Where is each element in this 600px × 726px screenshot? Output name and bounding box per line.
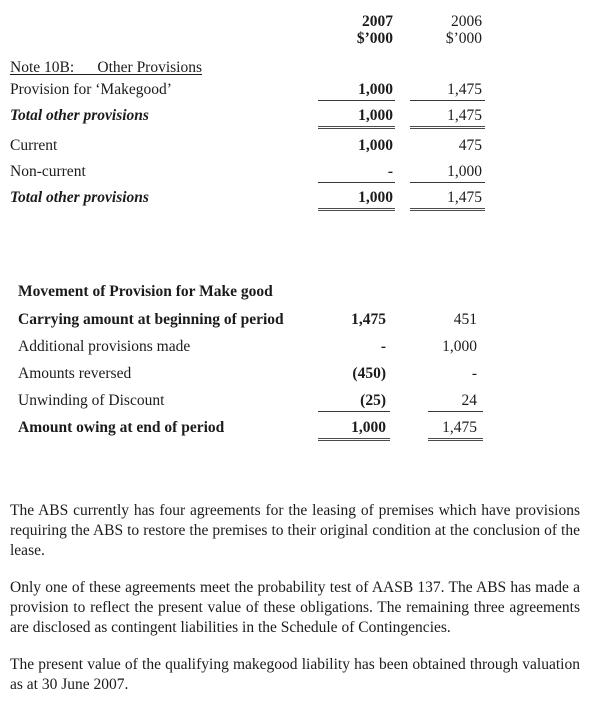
row-label: Total other provisions (10, 189, 149, 206)
value-2007: - (318, 161, 395, 183)
note-heading-text: Note 10B: Other Provisions (10, 59, 203, 76)
value-2007: 1,000 (318, 417, 390, 441)
note-heading-row (10, 57, 590, 78)
unit-2006-header: $’000 (445, 30, 482, 47)
year-2007-header: 2007 (362, 13, 393, 30)
value-2007: 1,000 (318, 79, 395, 101)
row-label: Carrying amount at beginning of period (18, 311, 284, 328)
column-headers (10, 13, 590, 47)
paragraph-leasing-agreements: The ABS currently has four agreements for the leasing of premises which have provisions requiring the ABS to restore the premises to their original condition at the conclusion of the lease. (10, 502, 580, 559)
table-row-amount-owing (18, 417, 590, 445)
table-row-total-other-provisions (10, 187, 590, 214)
table-row-non-current (10, 161, 590, 186)
value-2006: 1,000 (442, 338, 477, 355)
value-2006: 1,475 (410, 79, 485, 101)
row-label: Provision for ‘Makegood’ (10, 81, 172, 98)
body-text (10, 501, 590, 695)
paragraph-probability-test: Only one of these agreements meet the probability test of AASB 137. The ABS has made a provision to reflect the present value of these obligations. The remaining three agreements are disclosed as contingent liabilities in the Schedule of Contingencies. (10, 579, 580, 636)
value-2007: 1,000 (318, 105, 395, 129)
unit-header-row (10, 30, 590, 47)
movement-heading: Movement of Provision for Make good (18, 283, 273, 300)
movement-heading-row (18, 281, 590, 302)
value-2007: 1,000 (358, 137, 393, 154)
row-label: Additional provisions made (18, 338, 191, 355)
value-2007: - (380, 338, 386, 355)
value-2006: 1,000 (410, 161, 485, 183)
value-2007: (25) (318, 390, 390, 412)
value-2006: 1,475 (410, 187, 485, 211)
row-label: Non-current (10, 163, 86, 180)
table-row-carrying-amount (18, 309, 590, 335)
unit-2007-header: $’000 (356, 30, 393, 47)
table-row-unwinding-of-discount (18, 390, 590, 416)
value-2006: - (471, 365, 477, 382)
other-provisions-table (10, 57, 590, 214)
year-2006-header: 2006 (451, 13, 482, 30)
row-label: Amounts reversed (18, 365, 132, 382)
value-2007: (450) (352, 365, 386, 382)
table-row-makegood (10, 79, 590, 104)
value-2006: 24 (428, 390, 483, 412)
value-2007: 1,475 (351, 311, 386, 328)
table-row-current (10, 135, 590, 160)
value-2006: 451 (453, 311, 477, 328)
row-label: Unwinding of Discount (18, 392, 165, 409)
value-2006: 1,475 (410, 105, 485, 129)
row-label: Amount owing at end of period (18, 419, 225, 436)
paragraph-present-value: The present value of the qualifying makegood liability has been obtained through valuation as at 30 June 2007. (10, 656, 580, 693)
row-label: Current (10, 137, 58, 154)
table-row-total-other-provisions (10, 105, 590, 132)
table-row-amounts-reversed (18, 363, 590, 389)
year-header-row (10, 13, 590, 30)
value-2006: 1,475 (428, 417, 483, 441)
movement-table (10, 281, 590, 445)
row-label: Total other provisions (10, 107, 149, 124)
value-2006: 475 (458, 137, 482, 154)
table-row-additional-provisions (18, 336, 590, 362)
note-heading-label (10, 57, 590, 78)
value-2007: 1,000 (318, 187, 395, 211)
